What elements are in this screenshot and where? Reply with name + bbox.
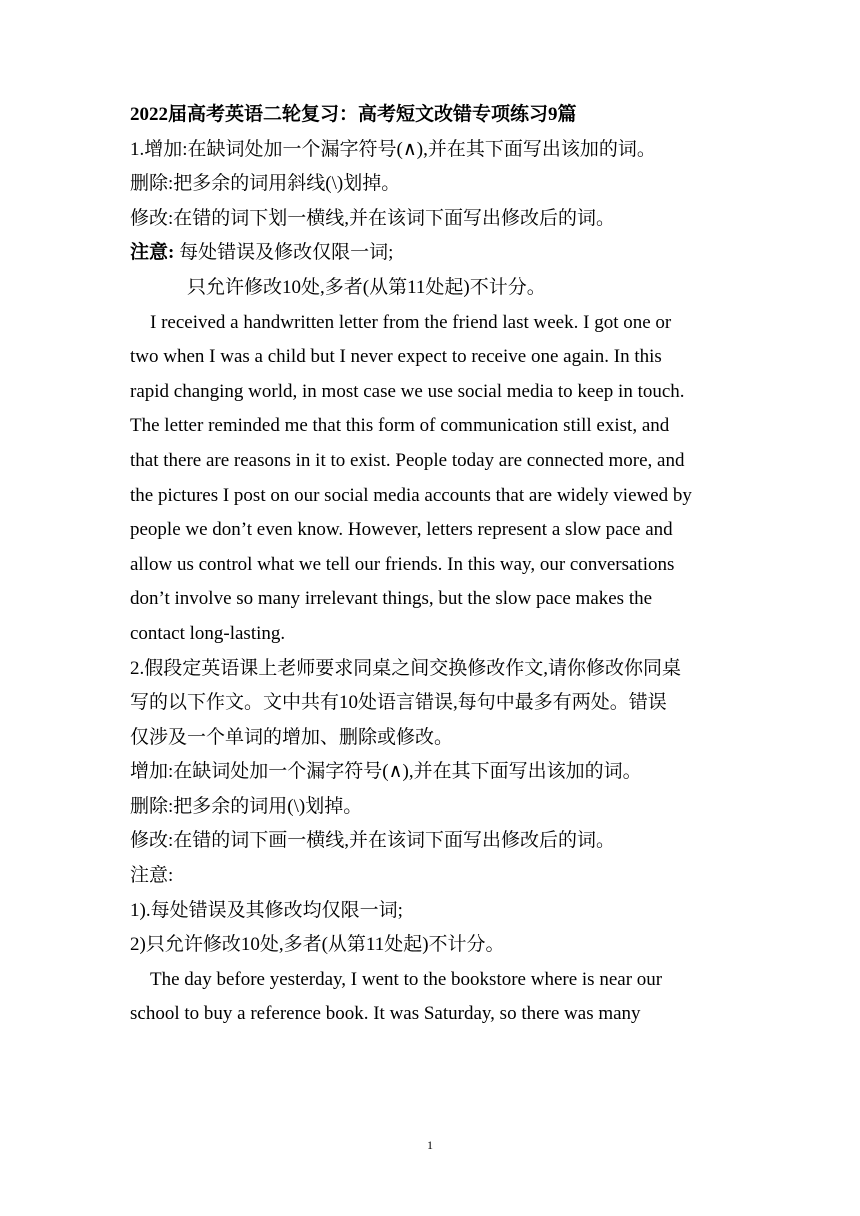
q1-note-2: 只允许修改10处,多者(从第11处起)不计分。 bbox=[187, 276, 546, 298]
q1-passage-line: allow us control what we tell our friends. In this way, our conversations bbox=[130, 553, 675, 575]
q1-passage-line: contact long-lasting. bbox=[130, 622, 286, 644]
q1-passage-line: that there are reasons in it to exist. People today are connected more, and bbox=[130, 449, 685, 471]
q1-passage-line: I received a handwritten letter from the friend last week. I got one or bbox=[150, 311, 672, 333]
q1-passage-line: two when I was a child but I never expect to receive one again. In this bbox=[130, 346, 662, 368]
document-title: 2022届高考英语二轮复习：高考短文改错专项练习9篇 bbox=[130, 104, 577, 125]
q2-intro-line: 写的以下作文。文中共有10处语言错误,每句中最多有两处。错误 bbox=[130, 692, 667, 714]
q2-note-2: 2)只允许修改10处,多者(从第11处起)不计分。 bbox=[130, 934, 505, 956]
q2-instruction-modify: 修改:在错的词下画一横线,并在该词下面写出修改后的词。 bbox=[130, 830, 616, 852]
q1-passage-line: people we don’t even know. However, letters represent a slow pace and bbox=[130, 519, 673, 541]
q1-instruction-add: 1.增加:在缺词处加一个漏字符号(∧),并在其下面写出该加的词。 bbox=[130, 138, 656, 160]
q2-note-label: 注意: bbox=[130, 865, 174, 887]
q1-passage bbox=[130, 306, 730, 652]
q1-note-text: 每处错误及修改仅限一词; bbox=[174, 242, 394, 264]
q2-note-1: 1).每处错误及其修改均仅限一词; bbox=[130, 899, 403, 921]
q2-passage bbox=[130, 963, 730, 1032]
q1-passage-line: The letter reminded me that this form of communication still exist, and bbox=[130, 415, 670, 437]
q2-intro-line: 2.假段定英语课上老师要求同桌之间交换修改作文,请你修改你同桌 bbox=[130, 657, 682, 679]
q1-passage-line: don’t involve so many irrelevant things, but the slow pace makes the bbox=[130, 588, 653, 610]
q2-passage-line: school to buy a reference book. It was Saturday, so there was many bbox=[130, 1003, 641, 1025]
q1-note bbox=[130, 236, 730, 271]
q2-intro-line: 仅涉及一个单词的增加、删除或修改。 bbox=[130, 726, 454, 748]
q1-instruction-delete: 删除:把多余的词用斜线(\)划掉。 bbox=[130, 173, 401, 195]
q1-passage-line: rapid changing world, in most case we use social media to keep in touch. bbox=[130, 380, 685, 402]
q2-passage-line: The day before yesterday, I went to the bookstore where is near our bbox=[150, 968, 663, 990]
q2-instruction-delete: 删除:把多余的词用(\)划掉。 bbox=[130, 795, 363, 817]
q2-instruction-add: 增加:在缺词处加一个漏字符号(∧),并在其下面写出该加的词。 bbox=[130, 761, 642, 783]
page-number: 1 bbox=[427, 1138, 433, 1152]
q1-passage-line: the pictures I post on our social media accounts that are widely viewed by bbox=[130, 484, 692, 506]
document-page bbox=[130, 98, 730, 1032]
q1-note-label: 注意: bbox=[130, 242, 175, 264]
q1-instruction-modify: 修改:在错的词下划一横线,并在该词下面写出修改后的词。 bbox=[130, 207, 616, 229]
